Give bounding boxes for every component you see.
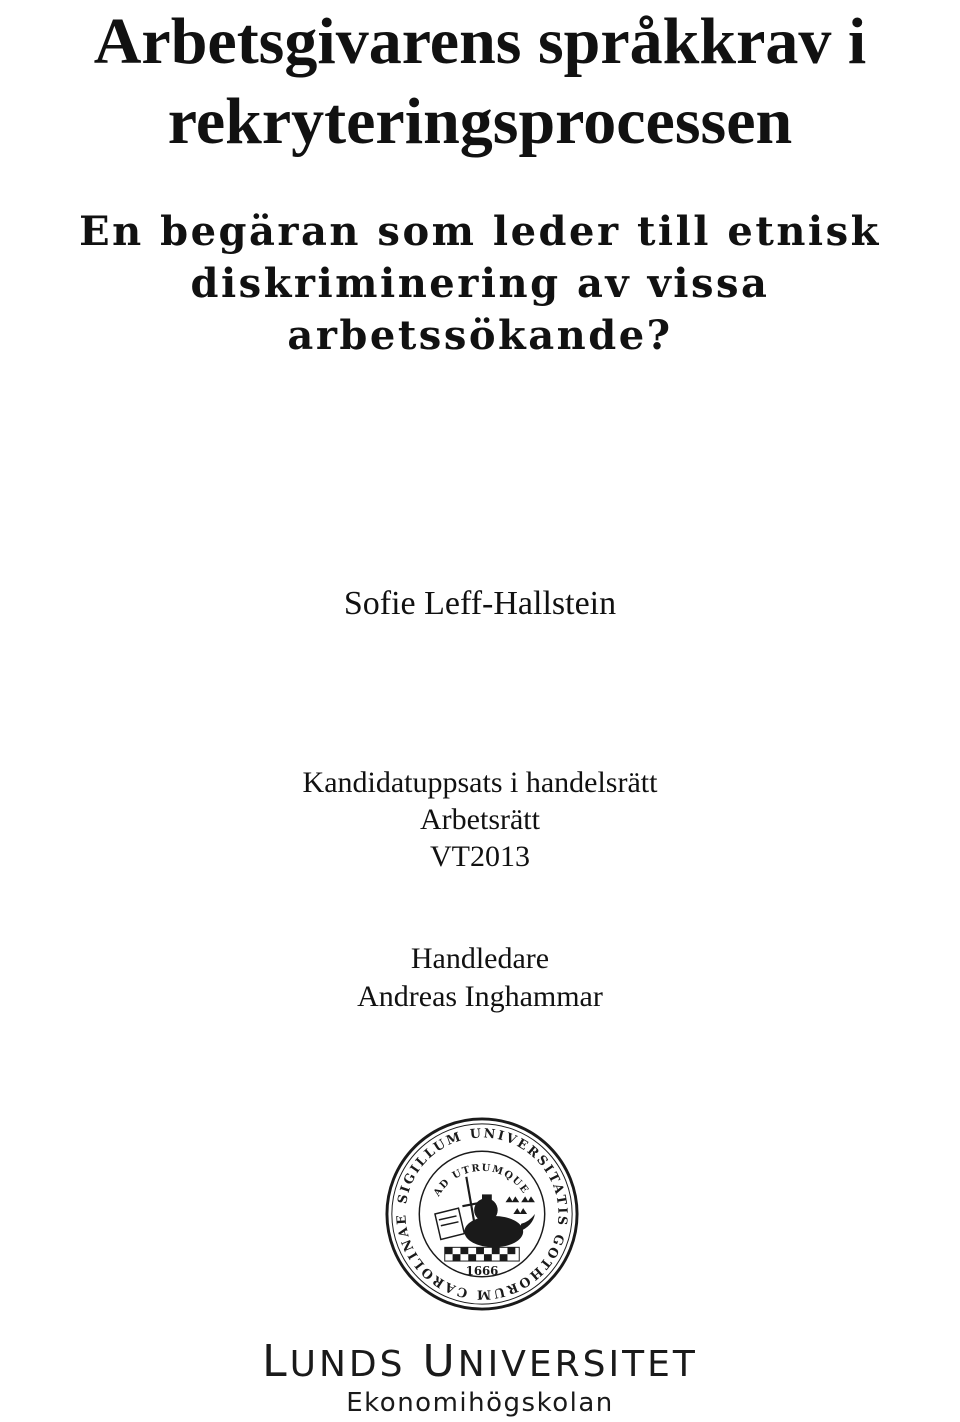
seal-crowns-icon bbox=[506, 1196, 535, 1214]
university-seal-icon bbox=[384, 1116, 580, 1312]
seal-inner-text: AD UTRUMQUE bbox=[431, 1162, 531, 1199]
university-name-initial-1: L bbox=[262, 1336, 290, 1387]
seal-book-icon bbox=[435, 1208, 464, 1239]
seal-floor-pattern bbox=[445, 1247, 519, 1261]
thesis-title-line-1: Arbetsgivarens språkkrav i bbox=[93, 5, 867, 78]
thesis-subject: Arbetsrätt bbox=[420, 803, 540, 836]
thesis-title bbox=[0, 2, 960, 162]
thesis-subtitle-line-2: diskriminering av vissa arbetssökande? bbox=[190, 260, 770, 359]
thesis-term: VT2013 bbox=[430, 840, 530, 873]
university-name bbox=[0, 1336, 960, 1391]
supervisor-name: Andreas Inghammar bbox=[357, 980, 603, 1013]
thesis-title-line-2: rekryteringsprocessen bbox=[167, 85, 793, 158]
thesis-subtitle-line-1: En begäran som leder till etnisk bbox=[79, 208, 881, 255]
supervisor-label: Handledare bbox=[410, 942, 550, 975]
university-name-initial-2: U bbox=[422, 1336, 458, 1387]
author-name: Sofie Leff-Hallstein bbox=[343, 585, 617, 622]
thesis-subtitle bbox=[0, 206, 960, 362]
seal-outer-text: SIGILLUM UNIVERSITATIS GOTHORUM CAROLINAE bbox=[394, 1126, 570, 1302]
supervisor-block bbox=[0, 940, 960, 1016]
seal-year: 1666 bbox=[465, 1263, 499, 1278]
thesis-type: Kandidatuppsats i handelsrätt bbox=[302, 766, 658, 799]
thesis-info bbox=[0, 764, 960, 875]
faculty-name: Ekonomihögskolan bbox=[346, 1388, 614, 1418]
svg-text:AD UTRUMQUE bbox=[431, 1163, 530, 1200]
university-name-rest-1: UNDS bbox=[289, 1344, 406, 1385]
university-name-rest-2: NIVERSITET bbox=[457, 1344, 698, 1385]
